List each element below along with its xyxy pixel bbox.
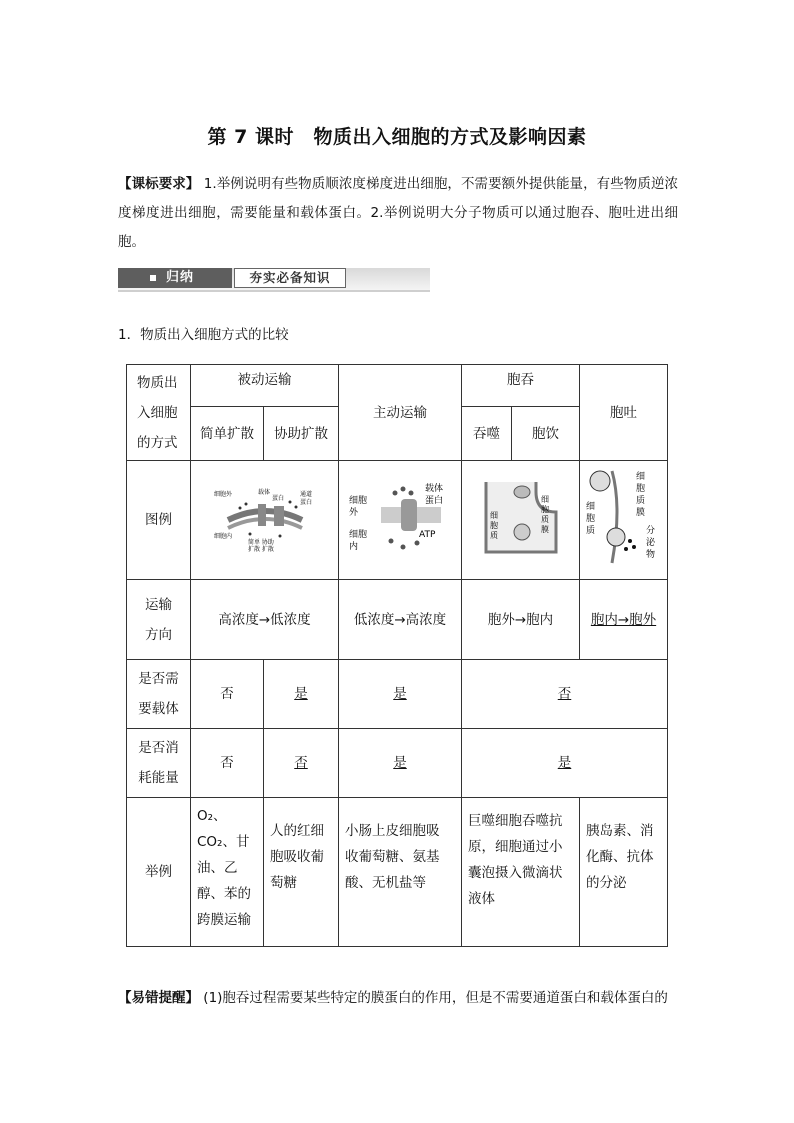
header-simple-diffusion: 简单扩散	[191, 407, 264, 461]
transport-comparison-table	[126, 364, 668, 947]
diagram-endocytosis	[462, 461, 580, 580]
svg-text:细胞: 细胞	[349, 495, 368, 506]
svg-text:通道: 通道	[299, 490, 312, 498]
energy-simple: 否	[191, 729, 264, 798]
svg-text:膜: 膜	[540, 524, 549, 534]
svg-text:胞: 胞	[540, 504, 549, 514]
direction-exocytosis: 胞内→胞外	[580, 580, 668, 660]
svg-text:细胞内: 细胞内	[213, 532, 232, 540]
diagram-exocytosis	[580, 461, 668, 580]
svg-text:胞: 胞	[585, 513, 595, 524]
svg-text:细: 细	[635, 471, 645, 482]
error-tip-tag: 【易错提醒】	[118, 990, 199, 1006]
requirement-tag: 【课标要求】	[118, 176, 200, 192]
svg-text:蛋白: 蛋白	[425, 495, 444, 506]
svg-text:ATP: ATP	[419, 529, 436, 540]
svg-text:蛋白: 蛋白	[271, 494, 284, 502]
svg-text:细胞: 细胞	[349, 529, 368, 540]
row-label-example: 举例	[127, 798, 191, 947]
square-icon	[150, 275, 156, 281]
banner-summary: 归纳	[118, 268, 232, 288]
error-tip	[118, 986, 678, 1006]
header-active: 主动运输	[339, 365, 462, 461]
header-facilitated-diffusion: 协助扩散	[264, 407, 339, 461]
svg-text:细: 细	[489, 510, 498, 520]
row-label-carrier: 是否需 要载体	[127, 660, 191, 729]
carrier-active: 是	[339, 660, 462, 729]
error-tip-text: (1)胞吞过程需要某些特定的膜蛋白的作用，但是不需要通道蛋白和载体蛋白的	[203, 990, 668, 1006]
row-label-energy: 是否消 耗能量	[127, 729, 191, 798]
diagram-passive	[191, 461, 339, 580]
direction-passive: 高浓度→低浓度	[191, 580, 339, 660]
svg-text:外: 外	[349, 507, 359, 518]
svg-text:扩散 扩散: 扩散 扩散	[247, 545, 274, 552]
row-label-diagram: 图例	[127, 461, 191, 580]
banner-subtitle: 夯实必备知识	[234, 268, 346, 288]
endocytosis-diagram	[466, 472, 576, 562]
svg-text:胞: 胞	[489, 520, 498, 530]
carrier-bulk: 否	[462, 660, 668, 729]
carrier-simple: 否	[191, 660, 264, 729]
corner-header: 物质出 入细胞 的方式	[127, 365, 191, 461]
example-exocytosis: 胰岛素、消 化酶、抗体 的分泌	[580, 798, 668, 947]
row-label-direction: 运输 方向	[127, 580, 191, 660]
curriculum-requirement	[118, 170, 678, 257]
section-heading: 1．物质出入细胞方式的比较	[118, 327, 289, 343]
exocytosis-diagram	[582, 467, 666, 567]
active-transport-diagram	[345, 477, 455, 557]
svg-text:物: 物	[645, 549, 655, 560]
svg-text:蛋白: 蛋白	[299, 498, 312, 506]
page-title: 第 7 课时 物质出入细胞的方式及影响因素	[207, 126, 587, 148]
svg-text:质: 质	[489, 530, 498, 540]
svg-text:载体: 载体	[425, 483, 444, 494]
svg-text:载体: 载体	[257, 488, 270, 496]
carrier-facilitated: 是	[264, 660, 339, 729]
energy-facilitated: 否	[264, 729, 339, 798]
svg-text:膜: 膜	[635, 507, 645, 518]
svg-text:细: 细	[585, 501, 595, 512]
requirement-text: 1.举例说明有些物质顺浓度梯度进出细胞，不需要额外提供能量，有些物质逆浓度梯度进出细胞，需要能量和载体蛋白。2.举例说明大分子物质可以通过胞吞、胞吐进出细胞。	[118, 176, 679, 250]
svg-text:胞: 胞	[635, 483, 645, 494]
header-passive: 被动运输	[191, 365, 339, 407]
header-pinocytosis: 胞饮	[512, 407, 580, 461]
header-phagocytosis: 吞噬	[462, 407, 512, 461]
svg-text:质: 质	[540, 514, 549, 524]
example-simple: O₂、 CO₂、甘 油、乙 醇、苯的 跨膜运输	[191, 798, 264, 947]
header-endocytosis: 胞吞	[462, 365, 580, 407]
direction-active: 低浓度→高浓度	[339, 580, 462, 660]
example-endocytosis: 巨噬细胞吞噬抗 原，细胞通过小 囊泡摄入微滴状 液体	[462, 798, 580, 947]
svg-text:细胞外: 细胞外	[213, 490, 232, 498]
svg-text:泌: 泌	[645, 537, 655, 548]
example-facilitated: 人的红细 胞吸收葡 萄糖	[264, 798, 339, 947]
example-active: 小肠上皮细胞吸 收葡萄糖、氨基 酸、无机盐等	[339, 798, 462, 947]
svg-text:细: 细	[540, 494, 549, 504]
energy-active: 是	[339, 729, 462, 798]
svg-text:内: 内	[349, 541, 359, 552]
header-exocytosis: 胞吐	[580, 365, 668, 461]
energy-bulk: 是	[462, 729, 668, 798]
diagram-active	[339, 461, 462, 580]
svg-text:简单 协助: 简单 协助	[247, 538, 274, 546]
svg-text:质: 质	[585, 525, 595, 536]
passive-transport-diagram	[210, 482, 320, 552]
section-banner	[118, 268, 430, 292]
svg-text:分: 分	[645, 525, 655, 536]
direction-endocytosis: 胞外→胞内	[462, 580, 580, 660]
svg-text:质: 质	[635, 495, 645, 506]
